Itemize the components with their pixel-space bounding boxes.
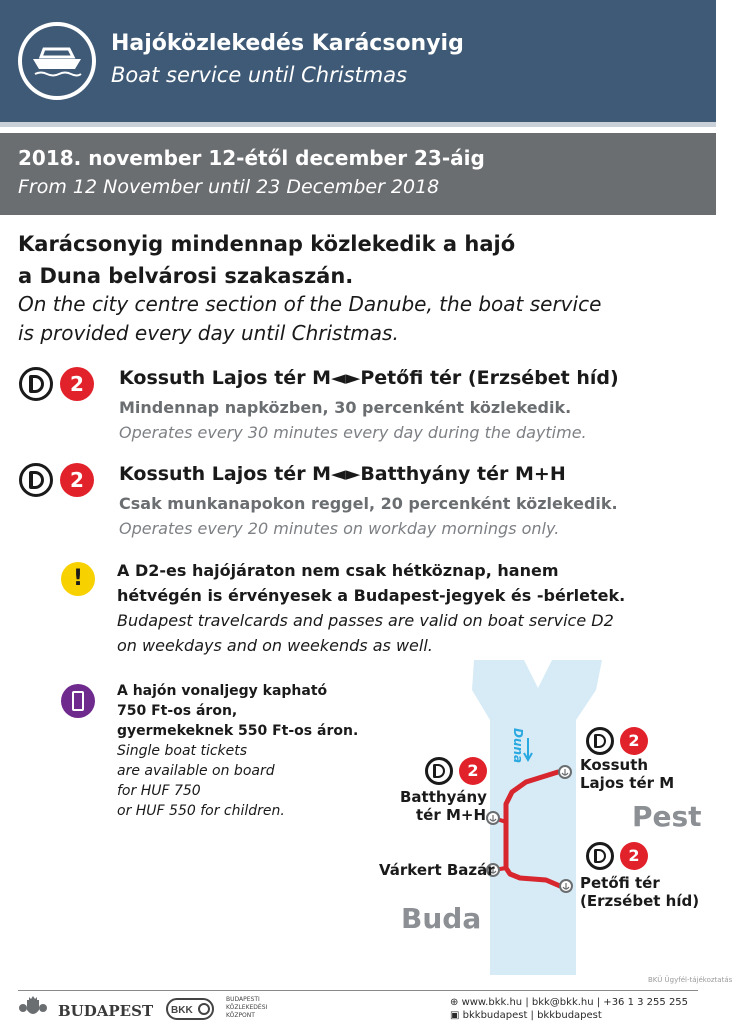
tiny-note: BKÜ Ügyfél-tájékoztatás	[648, 976, 732, 984]
boat-line-d-icon	[425, 757, 453, 785]
stop-batthyany-label: Batthyány tér M+H	[400, 788, 487, 824]
intro-en: On the city centre section of the Danube, the boat service is provided every day until Christmas.	[18, 292, 602, 345]
line-number-badge: 2	[60, 367, 94, 401]
notice-en: Budapest travelcards and passes are valid on boat service D2 on weekdays and on weekends as well.	[117, 611, 614, 655]
boat-line-d-icon	[586, 727, 614, 755]
notice-hu: A D2-es hajójáraton nem csak hétköznap, hanem hétvégén is érvényesek a Budapest-jegyek és -bérletek.	[117, 561, 626, 605]
stop-kossuth-label: Kossuth Lajos tér M	[580, 756, 675, 792]
boat-line-d-icon	[586, 842, 614, 870]
line-number-badge: 2	[60, 463, 94, 497]
kossuth-line-badge	[586, 727, 658, 755]
period-en: From 12 November until 23 December 2018	[18, 176, 440, 198]
tickets-hu: A hajón vonaljegy kapható 750 Ft-os áron, gyermekeknek 550 Ft-os áron.	[117, 683, 359, 739]
footer-divider	[18, 990, 698, 991]
intro-hu: Karácsonyig mindennap közlekedik a hajó a Duna belvárosi szakaszán.	[18, 232, 516, 288]
buda-label: Buda	[401, 902, 482, 935]
facebook-icon: ▣	[450, 1010, 463, 1021]
bkk-name: BUDAPESTI KÖZLEKEDÉSI KÖZPONT	[226, 996, 268, 1019]
tickets-en: Single boat tickets are available on board for HUF 750 or HUF 550 for children.	[117, 743, 285, 819]
stop-petofi-label: Petőfi tér (Erzsébet híd)	[580, 874, 700, 910]
route-1-hu: Mindennap napközben, 30 percenként közlekedik.	[119, 398, 572, 417]
globe-icon: ⊕	[450, 997, 462, 1008]
stop-batthyany-marker	[487, 812, 499, 824]
river-label: Duna	[511, 728, 525, 764]
route-1-name: Kossuth Lajos tér M◄►Petőfi tér (Erzsébet híd)	[119, 367, 619, 389]
line-number-badge: 2	[459, 757, 487, 785]
page-title: Hajóközlekedés Karácsonyig	[111, 31, 464, 56]
page-subtitle: Boat service until Christmas	[111, 63, 408, 87]
svg-text:BKK: BKK	[171, 1005, 193, 1016]
line-number-badge: 2	[620, 842, 648, 870]
line-number-badge: 2	[620, 727, 648, 755]
bkk-logo	[166, 998, 214, 1020]
route-2-hu: Csak munkanapokon reggel, 20 percenként közlekedik.	[119, 494, 618, 513]
footer-social: ▣ bkkbudapest | bkkbudapest	[450, 1010, 602, 1021]
footer-contact: ⊕ www.bkk.hu | bkk@bkk.hu | +36 1 3 255 255	[450, 997, 689, 1008]
route-2-name: Kossuth Lajos tér M◄►Batthyány tér M+H	[119, 463, 566, 485]
route-2-en: Operates every 20 minutes on workday mornings only.	[119, 519, 560, 538]
warning-icon: !	[61, 562, 95, 596]
pest-label: Pest	[632, 800, 702, 833]
stop-kossuth-marker	[559, 766, 571, 778]
petofi-line-badge	[586, 842, 658, 870]
batthyany-line-badge	[425, 757, 497, 785]
route-1-en: Operates every 30 minutes every day during the daytime.	[119, 423, 587, 442]
stop-petofi-marker	[560, 880, 572, 892]
stop-varkert-label: Várkert Bazár	[379, 861, 495, 879]
budapest-crest-icon	[18, 996, 48, 1020]
budapest-logo-text: BUDAPEST	[58, 1002, 154, 1020]
period-hu: 2018. november 12-étől december 23-áig	[18, 146, 485, 170]
